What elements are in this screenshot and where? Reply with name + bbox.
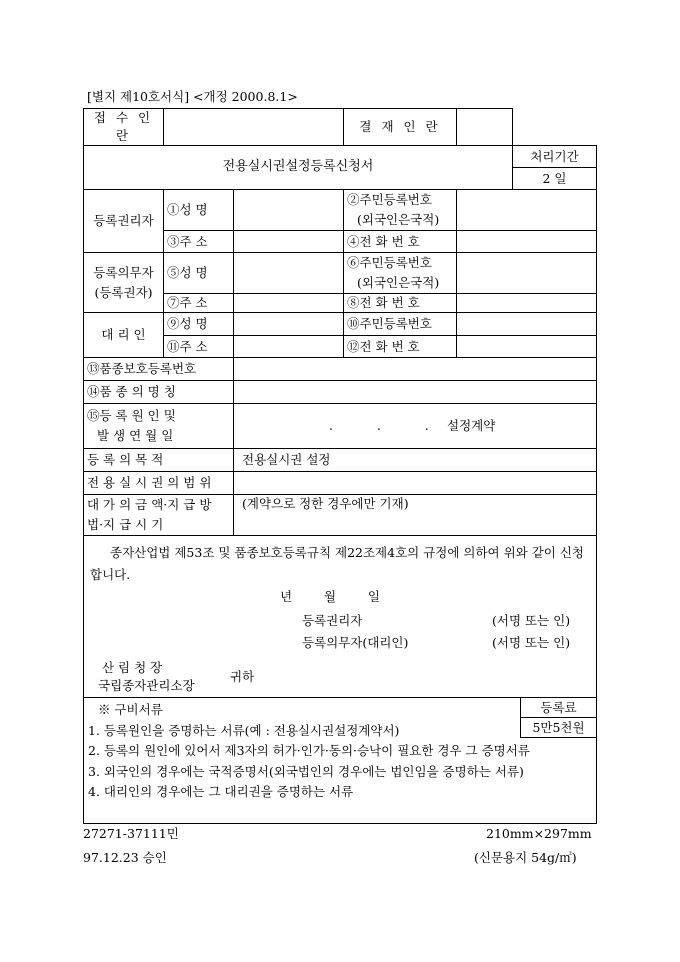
payment-label-2: 법·지 급 시 기: [87, 516, 164, 532]
scope-label: 전 용 실 시 권 의 범 위: [84, 472, 234, 495]
declaration-holder-label: 등록권리자: [302, 612, 363, 628]
approval-date: 97.12.23 승인: [83, 850, 167, 865]
cause-label-date: 발 생 연 월 일: [97, 428, 174, 444]
addressee-seed-office: 국립종자관리소장: [98, 677, 195, 693]
agent-name-field[interactable]: [234, 313, 344, 336]
cause-label: ⑮등 록 원 인 및: [87, 408, 176, 424]
processing-value: 2 일: [513, 168, 597, 190]
form-code: 27271-37111민: [83, 826, 179, 841]
declaration-holder-sign: (서명 또는 인): [492, 612, 571, 628]
obligor-address-label: ⑦주 소: [164, 294, 234, 313]
rights-holder-label: 등록권리자: [84, 190, 164, 253]
cause-field[interactable]: [234, 404, 597, 449]
agent-phone-field[interactable]: [457, 336, 597, 358]
agent-address-label: ⑪주 소: [164, 336, 234, 358]
rights-holder-id-field[interactable]: [457, 190, 597, 231]
variety-reg-no-field[interactable]: [234, 358, 597, 381]
declaration-text: 종자산업법 제53조 및 품종보호등록규칙 제22조제4호의 규정에 의하여 위와 같이 신청합니다.: [90, 545, 585, 582]
obligor-label: 등록의무자: [93, 264, 154, 280]
fee-label: 등록료: [520, 697, 597, 718]
agent-phone-label: ⑫전 화 번 호: [344, 336, 457, 358]
purpose-value: 전용실시권 설정: [234, 449, 597, 472]
obligor-name-label: ⑤성 명: [164, 253, 234, 294]
processing-label: 처리기간: [513, 146, 597, 168]
rights-holder-id-label: ②주민등록번호: [347, 192, 432, 208]
variety-name-label: ⑭품 종 의 명 칭: [84, 381, 234, 404]
form-title: 전용실시권설정등록신청서: [84, 146, 513, 190]
agent-label: 대 리 인: [84, 313, 164, 358]
declaration-block: [84, 536, 597, 698]
agent-id-field[interactable]: [457, 313, 597, 336]
receipt-stamp-field[interactable]: [164, 109, 344, 146]
payment-value: (계약으로 정한 경우에만 기재): [234, 495, 597, 536]
obligor-phone-label: ⑧전 화 번 호: [344, 294, 457, 313]
variety-reg-no-label: ⑬품종보호등록번호: [84, 358, 234, 381]
agent-name-label: ⑨성 명: [164, 313, 234, 336]
agent-id-label: ⑩주민등록번호: [344, 313, 457, 336]
rights-holder-phone-label: ④전 화 번 호: [344, 231, 457, 253]
application-form: [83, 108, 597, 824]
documents-block: [84, 697, 597, 823]
rights-holder-address-field[interactable]: [234, 231, 344, 253]
obligor-phone-field[interactable]: [457, 294, 597, 313]
documents-title: ※ 구비서류: [98, 701, 163, 717]
form-header: [별지 제10호서식] <개정 2000.8.1>: [87, 89, 298, 104]
rights-holder-name-field[interactable]: [234, 190, 344, 231]
fee-value: 5만5천원: [520, 718, 597, 738]
obligor-address-field[interactable]: [234, 294, 344, 313]
paper-size: 210mm×297mm: [486, 826, 592, 841]
rights-holder-id-note: (외국인은국적): [357, 212, 440, 228]
document-item: 3. 외국인의 경우에는 국적증명서(외국법인의 경우에는 법인임을 증명하는 서류): [88, 763, 524, 779]
payment-label: 대 가 의 금 액·지 급 방: [87, 497, 212, 513]
cause-value: 설정계약: [447, 418, 496, 434]
document-item: 4. 대리인의 경우에는 그 대리권을 증명하는 서류: [88, 784, 354, 800]
obligor-id-label: ⑥주민등록번호: [347, 255, 432, 271]
variety-name-field[interactable]: [234, 381, 597, 404]
declaration-date: 년 월 일: [280, 588, 382, 604]
rights-holder-address-label: ③주 소: [164, 231, 234, 253]
approval-label: 결 재 인 란: [344, 109, 457, 146]
agent-address-field[interactable]: [234, 336, 344, 358]
approval-stamp-field[interactable]: [457, 109, 513, 146]
receipt-label: 접 수 인 란: [84, 109, 164, 146]
rights-holder-phone-field[interactable]: [457, 231, 597, 253]
paper-type: (신문용지 54g/㎡): [474, 850, 577, 865]
cause-date-dots: . . .: [329, 418, 437, 434]
addressee-forestry: 산 림 청 장: [102, 659, 163, 675]
declaration-obligor-sign: (서명 또는 인): [492, 634, 571, 650]
rights-holder-name-label: ①성 명: [164, 190, 234, 231]
addressee-honorific: 귀하: [230, 668, 255, 684]
obligor-name-field[interactable]: [234, 253, 344, 294]
document-item: 2. 등록의 원인에 있어서 제3자의 허가·인가·동의·승낙이 필요한 경우 그 증명서류: [88, 743, 530, 759]
document-item: 1. 등록원인을 증명하는 서류(예 : 전용실시권설정계약서): [88, 722, 400, 738]
scope-field[interactable]: [234, 472, 597, 495]
obligor-id-note: (외국인은국적): [357, 275, 440, 291]
declaration-obligor-label: 등록의무자(대리인): [302, 634, 409, 650]
purpose-label: 등 록 의 목 적: [84, 449, 234, 472]
obligor-id-field[interactable]: [457, 253, 597, 294]
obligor-label-sub: (등록권자): [94, 284, 153, 300]
